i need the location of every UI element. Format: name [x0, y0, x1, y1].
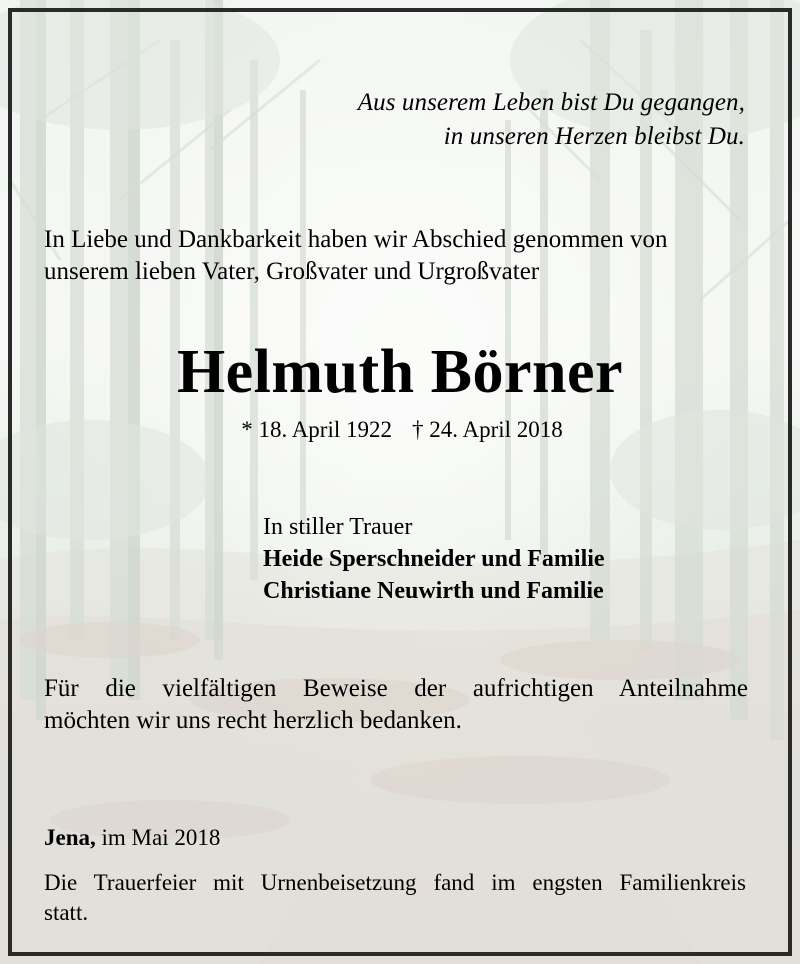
funeral-line-2: statt. — [44, 900, 89, 925]
life-dates — [0, 415, 800, 445]
thanks-text — [44, 673, 748, 737]
birth-date: * 18. April 1922 — [241, 417, 392, 442]
place-date — [44, 823, 220, 853]
mourner-family: Christiane Neuwirth und Familie — [263, 578, 604, 604]
motto-line-1: Aus unserem Leben bist Du gegangen, — [357, 89, 745, 116]
deceased-name: Helmuth Börner — [176, 338, 624, 406]
intro-text — [44, 224, 764, 288]
funeral-note — [44, 868, 746, 928]
mourners-block — [263, 511, 605, 607]
death-date: † 24. April 2018 — [412, 417, 563, 442]
motto-line-2: in unseren Herzen bleibst Du. — [443, 123, 745, 150]
intro-line-2: unserem lieben Vater, Großvater und Urgroßvater — [44, 258, 540, 285]
funeral-line-1: Die Trauerfeier mit Urnenbeisetzung fand im engsten Familienkreis — [44, 870, 746, 895]
thanks-line-2: möchten wir uns recht herzlich bedanken. — [44, 707, 462, 734]
thanks-line-1: Für die vielfältigen Beweise der aufrichtigen Anteilnahme — [44, 675, 748, 702]
notice-date: im Mai 2018 — [101, 825, 221, 850]
mourner-family: Heide Sperschneider und Familie — [263, 546, 605, 572]
mourning-heading: In stiller Trauer — [263, 514, 413, 540]
motto-verse — [358, 86, 745, 154]
intro-line-1: In Liebe und Dankbarkeit haben wir Abschied genommen von — [44, 226, 668, 253]
place-name: Jena, — [44, 825, 96, 850]
